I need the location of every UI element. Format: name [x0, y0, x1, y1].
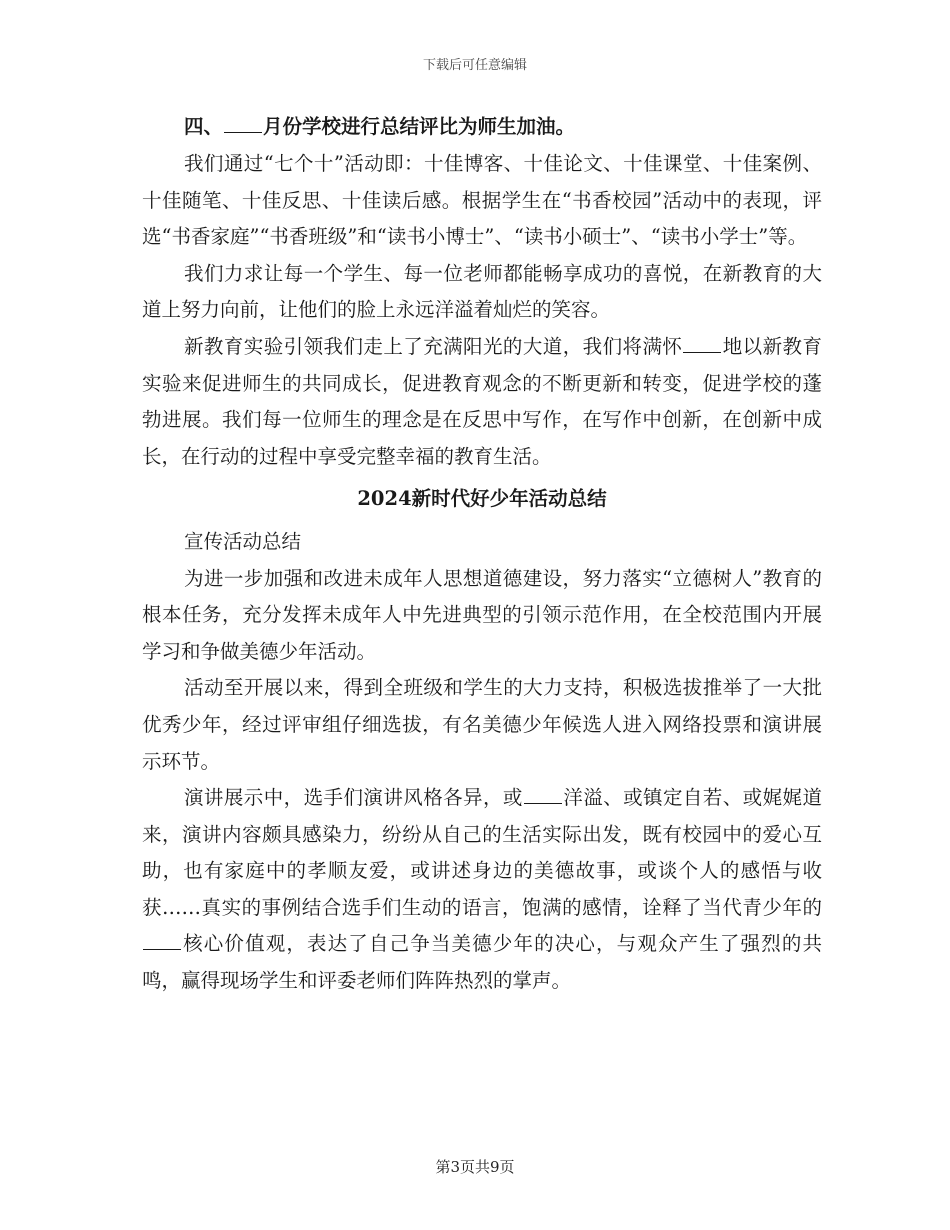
fill-blank [143, 933, 181, 950]
paragraph-text: 新教育实验引领我们走上了充满阳光的大道，我们将满怀 [184, 334, 683, 358]
paragraph: 我们力求让每一个学生、每一位老师都能畅享成功的喜悦，在新教育的大道上努力向前，让他们的脸上永远洋溢着灿烂的笑容。 [142, 261, 822, 322]
paragraph-text: 演讲展示中，选手们演讲风格各异，或 [184, 786, 523, 810]
fill-blank [224, 116, 262, 133]
paragraph: 活动至开展以来，得到全班级和学生的大力支持，积极选拔推举了一大批优秀少年，经过评审组仔细选拔，有名美德少年候选人进入网络投票和演讲展示环节。 [142, 676, 822, 773]
article-title: 2024新时代好少年活动总结 [357, 487, 607, 511]
paragraph-text: 核心价值观，表达了自己争当美德少年的决心，与观众产生了强烈的共鸣，赢得现场学生和评委老师们阵阵热烈的掌声。 [142, 932, 822, 993]
page-header-note: 下载后可任意编辑 [422, 58, 527, 73]
paragraph: 为进一步加强和改进未成年人思想道德建设，努力落实“立德树人”教育的根本任务，充分发挥未成年人中先进典型的引领示范作用，在全校范围内开展学习和争做美德少年活动。 [142, 566, 822, 663]
paragraph-text: 地以新教育实验来促进师生的共同成长，促进教育观念的不断更新和转变，促进学校的蓬勃进展。我们每一位师生的理念是在反思中写作，在写作中创新，在创新中成长，在行动的过程中享受完整幸福的教育生活。 [142, 334, 822, 468]
section-heading [142, 108, 822, 146]
paragraph [142, 329, 822, 475]
section-number: 四、 [184, 115, 224, 138]
document-body [142, 108, 822, 1000]
paragraph [142, 780, 822, 1000]
article-subtitle: 宣传活动总结 [184, 529, 302, 553]
paragraph-text: 洋溢、或镇定自若、或娓娓道来，演讲内容颇具感染力，纷纷从自己的生活实际出发，既有校园中的爱心互助，也有家庭中的孝顺友爱，或讲述身边的美德故事，或谈个人的感悟与收获……真实的事例结合选手们生动的语言，饱满的感情，诠释了当代青少年的 [142, 786, 822, 919]
fill-blank [524, 787, 562, 804]
paragraph: 我们通过“七个十”活动即：十佳博客、十佳论文、十佳课堂、十佳案例、十佳随笔、十佳反思、十佳读后感。根据学生在“书香校园”活动中的表现，评选“书香家庭”“书香班级”和“读书小博士”、“读书小硕士”、“读书小学士”等。 [142, 152, 822, 249]
fill-blank [683, 336, 721, 353]
section-heading-text: 月份学校进行总结评比为师生加油。 [263, 115, 576, 138]
page-footer: 第3页共9页 [435, 1158, 515, 1176]
